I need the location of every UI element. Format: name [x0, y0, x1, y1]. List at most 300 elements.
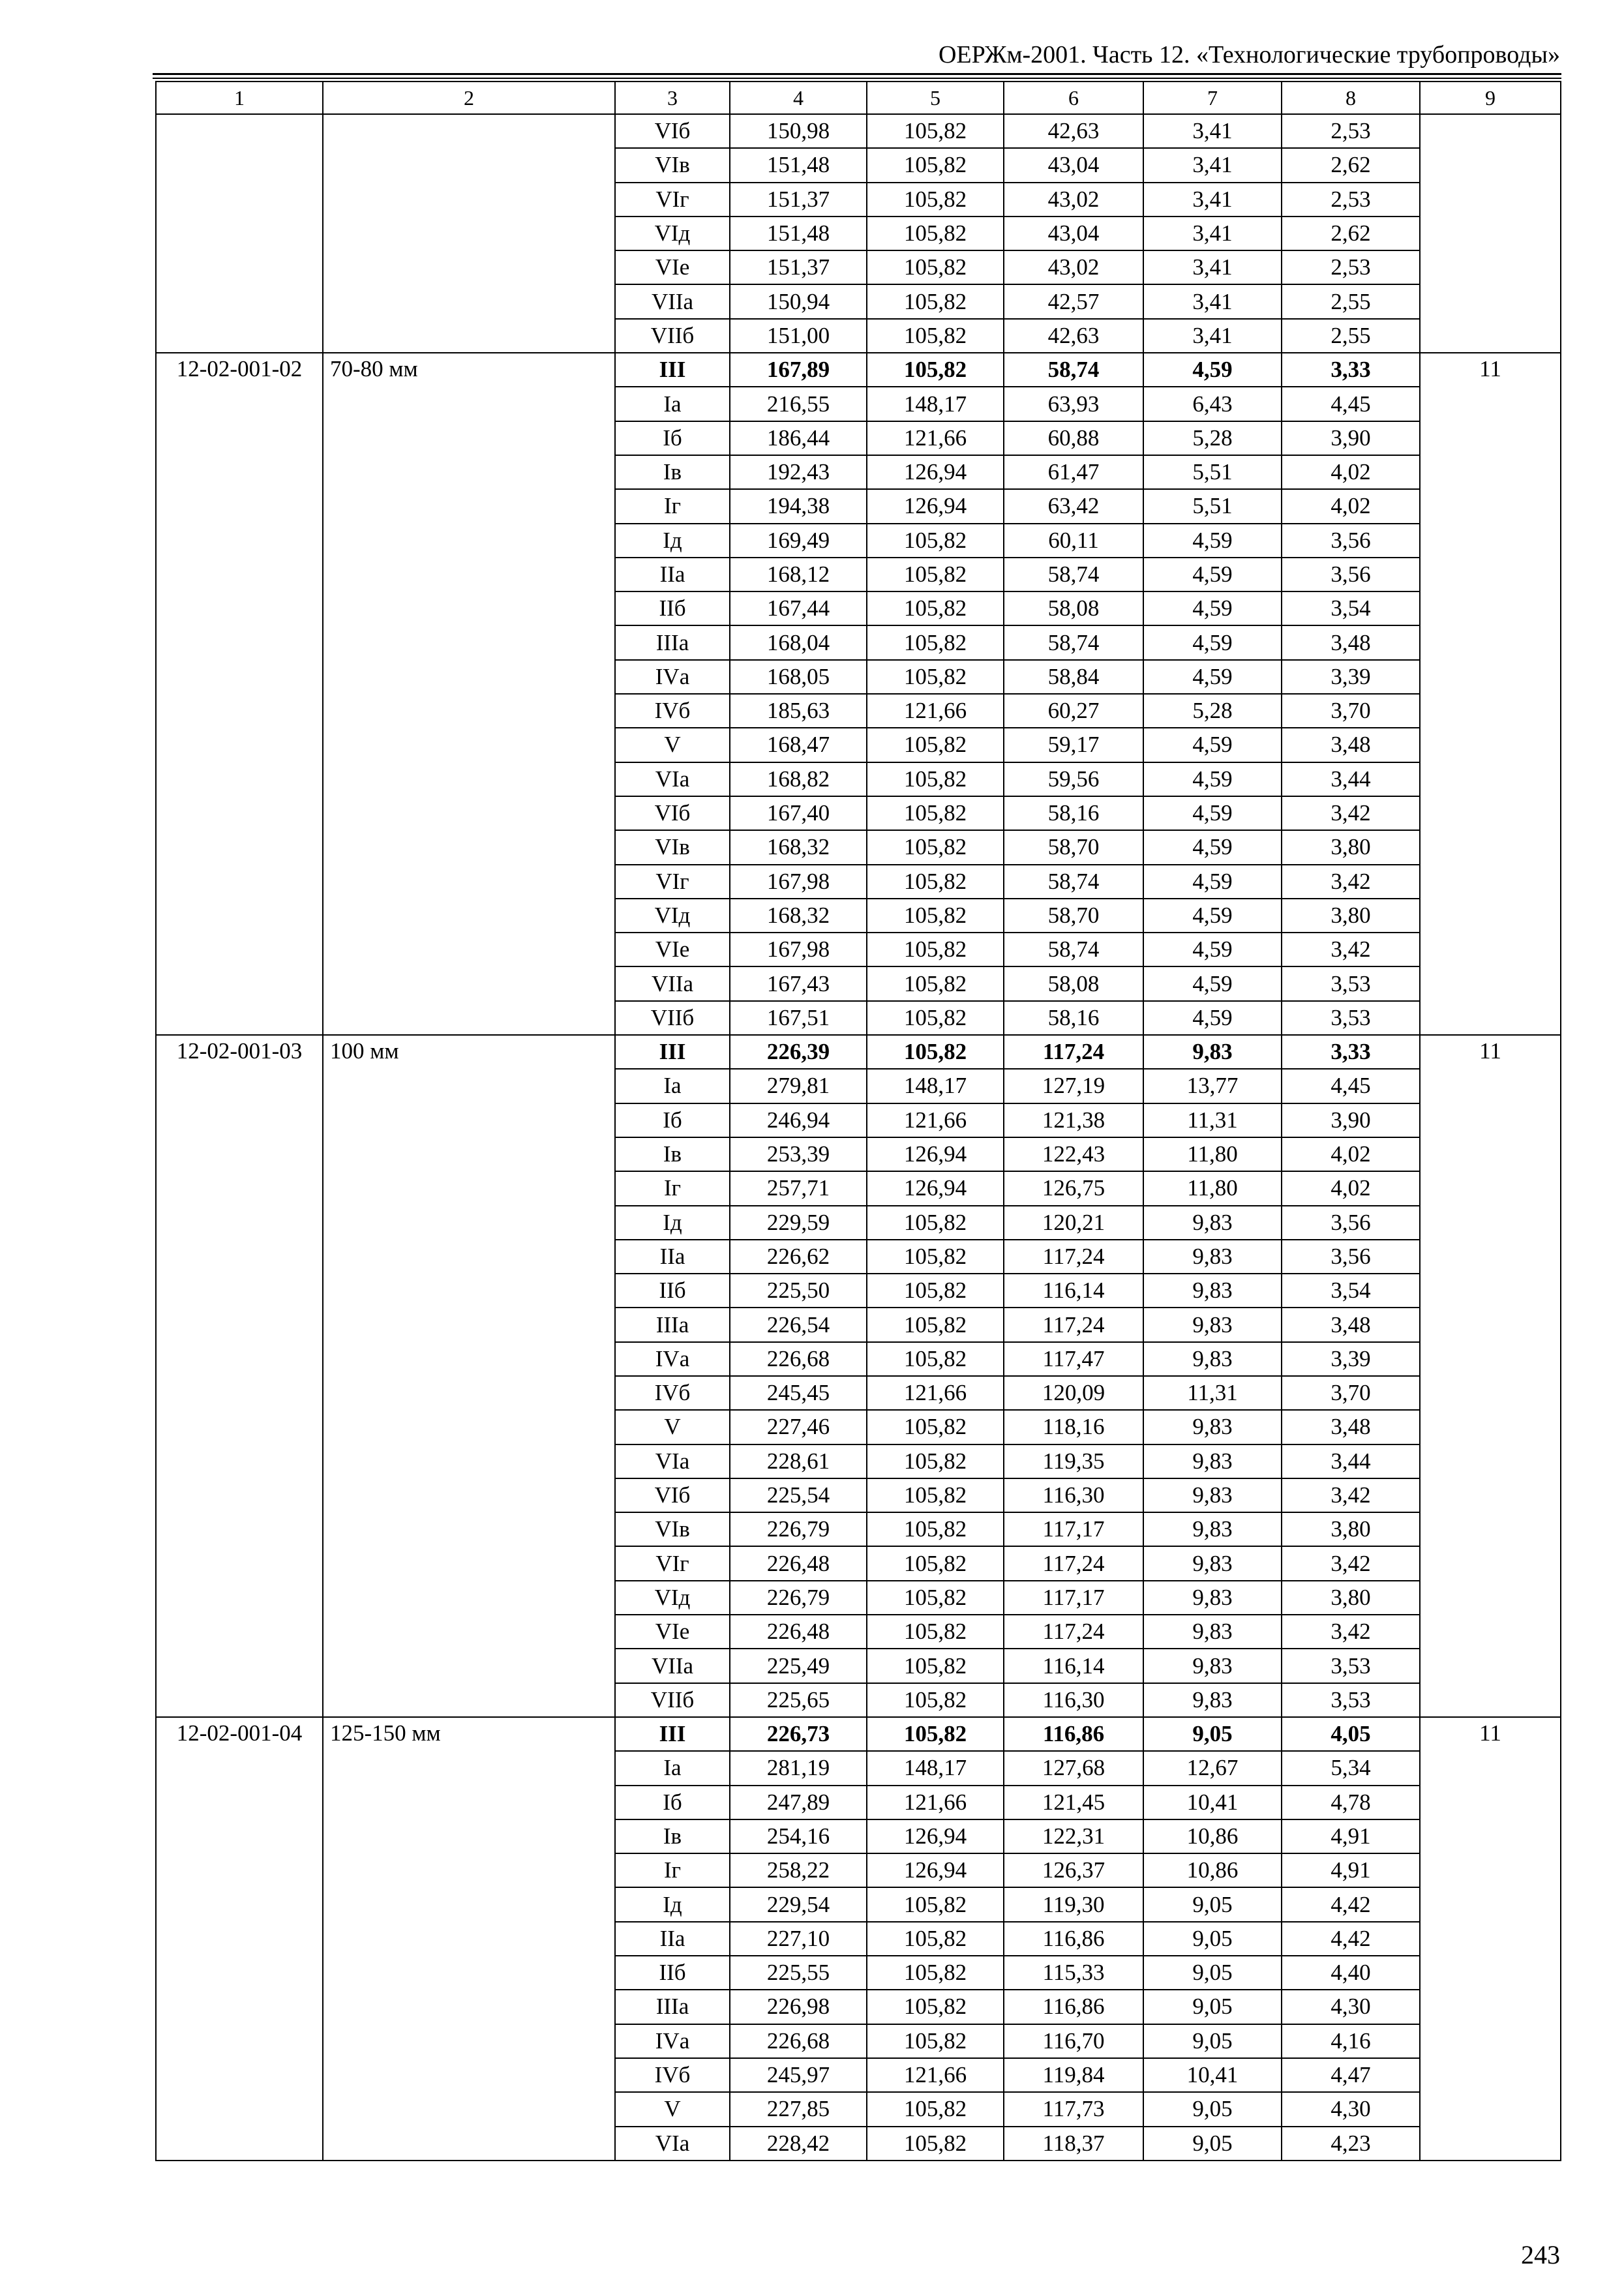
machine-cost: 58,74	[1004, 625, 1143, 659]
machinist-wage: 5,51	[1143, 489, 1282, 523]
zone-class: VIг	[615, 183, 730, 217]
material-cost: 3,42	[1282, 1546, 1420, 1580]
total-cost: 216,55	[730, 387, 867, 421]
labor-cost: 105,82	[867, 796, 1004, 830]
total-cost: 227,85	[730, 2092, 867, 2126]
machine-cost: 126,75	[1004, 1171, 1143, 1205]
machine-cost: 58,70	[1004, 899, 1143, 933]
machine-cost: 116,30	[1004, 1478, 1143, 1512]
machine-cost: 61,47	[1004, 455, 1143, 489]
material-cost: 4,78	[1282, 1786, 1420, 1819]
total-cost: 258,22	[730, 1853, 867, 1887]
machine-cost: 117,24	[1004, 1240, 1143, 1274]
zone-class: IIа	[615, 1240, 730, 1274]
machinist-wage: 4,59	[1143, 830, 1282, 864]
total-cost: 279,81	[730, 1069, 867, 1103]
total-cost: 225,65	[730, 1683, 867, 1717]
machinist-wage: 4,59	[1143, 762, 1282, 796]
labor-cost: 105,82	[867, 1444, 1004, 1478]
labor-cost: 148,17	[867, 387, 1004, 421]
machinist-wage: 9,83	[1143, 1240, 1282, 1274]
material-cost: 2,55	[1282, 284, 1420, 318]
total-cost: 185,63	[730, 694, 867, 728]
zone-class: IIIа	[615, 625, 730, 659]
machine-cost: 58,74	[1004, 558, 1143, 591]
zone-class: Iб	[615, 1103, 730, 1137]
labor-cost: 105,82	[867, 1922, 1004, 1956]
machine-cost: 119,84	[1004, 2058, 1143, 2092]
machine-cost: 115,33	[1004, 1956, 1143, 1990]
column-number: 7	[1143, 82, 1282, 114]
material-cost: 4,91	[1282, 1853, 1420, 1887]
total-cost: 167,51	[730, 1001, 867, 1035]
total-cost: 167,40	[730, 796, 867, 830]
machine-cost: 117,17	[1004, 1512, 1143, 1546]
total-cost: 226,54	[730, 1308, 867, 1341]
labor-cost: 126,94	[867, 1137, 1004, 1171]
zone-class: IIб	[615, 1956, 730, 1990]
labor-cost: 105,82	[867, 660, 1004, 694]
labor-cost: 105,82	[867, 558, 1004, 591]
machinist-wage: 10,86	[1143, 1819, 1282, 1853]
zone-class: III	[615, 1035, 730, 1069]
pipe-diameter: 125-150 мм	[323, 1717, 615, 2161]
material-cost: 3,42	[1282, 1478, 1420, 1512]
machinist-wage: 11,31	[1143, 1103, 1282, 1137]
total-cost: 168,47	[730, 728, 867, 762]
labor-cost: 105,82	[867, 1478, 1004, 1512]
material-cost: 3,33	[1282, 1035, 1420, 1069]
labor-cost: 126,94	[867, 1853, 1004, 1887]
labor-cost: 105,82	[867, 1206, 1004, 1240]
machine-cost: 60,11	[1004, 524, 1143, 558]
notes-ref: 11	[1420, 353, 1561, 1035]
machinist-wage: 9,83	[1143, 1683, 1282, 1717]
labor-cost: 148,17	[867, 1069, 1004, 1103]
machinist-wage: 5,28	[1143, 421, 1282, 455]
material-cost: 4,45	[1282, 1069, 1420, 1103]
machine-cost: 58,08	[1004, 966, 1143, 1000]
machinist-wage: 10,86	[1143, 1853, 1282, 1887]
material-cost: 3,44	[1282, 762, 1420, 796]
machine-cost: 116,14	[1004, 1274, 1143, 1308]
machinist-wage: 4,59	[1143, 796, 1282, 830]
machinist-wage: 3,41	[1143, 148, 1282, 182]
machinist-wage: 9,83	[1143, 1035, 1282, 1069]
zone-class: Iа	[615, 1751, 730, 1785]
notes-ref: 11	[1420, 1035, 1561, 1717]
zone-class: VIг	[615, 865, 730, 899]
machinist-wage: 4,59	[1143, 558, 1282, 591]
material-cost: 4,02	[1282, 489, 1420, 523]
machine-cost: 117,73	[1004, 2092, 1143, 2126]
machinist-wage: 5,28	[1143, 694, 1282, 728]
machinist-wage: 4,59	[1143, 728, 1282, 762]
machinist-wage: 3,41	[1143, 284, 1282, 318]
total-cost: 150,98	[730, 114, 867, 148]
machine-cost: 120,21	[1004, 1206, 1143, 1240]
zone-class: Iв	[615, 1137, 730, 1171]
machinist-wage: 4,59	[1143, 524, 1282, 558]
zone-class: VIв	[615, 148, 730, 182]
machine-cost: 58,74	[1004, 865, 1143, 899]
total-cost: 150,94	[730, 284, 867, 318]
machine-cost: 127,19	[1004, 1069, 1143, 1103]
zone-class: VIIб	[615, 1001, 730, 1035]
material-cost: 3,48	[1282, 728, 1420, 762]
column-number: 4	[730, 82, 867, 114]
pipe-diameter: 70-80 мм	[323, 353, 615, 1035]
zone-class: VIIб	[615, 1683, 730, 1717]
labor-cost: 105,82	[867, 1274, 1004, 1308]
page-number: 243	[1521, 2240, 1560, 2269]
zone-class: VIе	[615, 933, 730, 966]
total-cost: 168,32	[730, 899, 867, 933]
machinist-wage: 4,59	[1143, 625, 1282, 659]
zone-class: III	[615, 353, 730, 387]
total-cost: 226,48	[730, 1546, 867, 1580]
material-cost: 5,34	[1282, 1751, 1420, 1785]
labor-cost: 105,82	[867, 217, 1004, 250]
zone-class: VIа	[615, 1444, 730, 1478]
table-row	[156, 353, 1561, 387]
notes-ref: 11	[1420, 1717, 1561, 2161]
labor-cost: 121,66	[867, 1376, 1004, 1410]
pipe-diameter: 100 мм	[323, 1035, 615, 1717]
machinist-wage: 9,05	[1143, 1922, 1282, 1956]
material-cost: 3,42	[1282, 1615, 1420, 1649]
total-cost: 226,68	[730, 2024, 867, 2058]
machine-cost: 58,74	[1004, 353, 1143, 387]
machinist-wage: 9,83	[1143, 1444, 1282, 1478]
labor-cost: 105,82	[867, 1683, 1004, 1717]
total-cost: 168,82	[730, 762, 867, 796]
labor-cost: 105,82	[867, 1546, 1004, 1580]
labor-cost: 121,66	[867, 1786, 1004, 1819]
total-cost: 167,44	[730, 591, 867, 625]
total-cost: 194,38	[730, 489, 867, 523]
machinist-wage: 4,59	[1143, 933, 1282, 966]
machinist-wage: 9,05	[1143, 1956, 1282, 1990]
machine-cost: 60,27	[1004, 694, 1143, 728]
machine-cost: 119,30	[1004, 1887, 1143, 1921]
zone-class: Iд	[615, 1206, 730, 1240]
labor-cost: 105,82	[867, 899, 1004, 933]
total-cost: 229,59	[730, 1206, 867, 1240]
machinist-wage: 5,51	[1143, 455, 1282, 489]
material-cost: 3,53	[1282, 1649, 1420, 1683]
material-cost: 3,56	[1282, 524, 1420, 558]
machinist-wage: 13,77	[1143, 1069, 1282, 1103]
zone-class: IVа	[615, 660, 730, 694]
total-cost: 167,98	[730, 933, 867, 966]
total-cost: 229,54	[730, 1887, 867, 1921]
material-cost: 3,53	[1282, 1001, 1420, 1035]
total-cost: 227,46	[730, 1410, 867, 1444]
machine-cost: 122,31	[1004, 1819, 1143, 1853]
machine-cost: 118,16	[1004, 1410, 1143, 1444]
labor-cost: 126,94	[867, 1171, 1004, 1205]
notes-ref	[1420, 114, 1561, 353]
total-cost: 227,10	[730, 1922, 867, 1956]
total-cost: 168,12	[730, 558, 867, 591]
zone-class: VIд	[615, 1581, 730, 1615]
header-double-rule	[153, 73, 1561, 79]
labor-cost: 105,82	[867, 1581, 1004, 1615]
machinist-wage: 10,41	[1143, 2058, 1282, 2092]
machine-cost: 117,24	[1004, 1035, 1143, 1069]
machinist-wage: 9,05	[1143, 1990, 1282, 2024]
labor-cost: 105,82	[867, 625, 1004, 659]
zone-class: Iа	[615, 387, 730, 421]
machine-cost: 63,42	[1004, 489, 1143, 523]
rate-code: 12-02-001-04	[156, 1717, 323, 2161]
total-cost: 226,98	[730, 1990, 867, 2024]
material-cost: 3,48	[1282, 1308, 1420, 1341]
labor-cost: 105,82	[867, 1717, 1004, 1751]
rate-code	[156, 114, 323, 353]
machine-cost: 119,35	[1004, 1444, 1143, 1478]
material-cost: 3,56	[1282, 1206, 1420, 1240]
machine-cost: 127,68	[1004, 1751, 1143, 1785]
material-cost: 4,91	[1282, 1819, 1420, 1853]
zone-class: IIа	[615, 1922, 730, 1956]
column-number: 2	[323, 82, 615, 114]
zone-class: VIв	[615, 830, 730, 864]
total-cost: 246,94	[730, 1103, 867, 1137]
machinist-wage: 9,05	[1143, 2024, 1282, 2058]
total-cost: 151,00	[730, 319, 867, 353]
labor-cost: 105,82	[867, 353, 1004, 387]
zone-class: IVа	[615, 2024, 730, 2058]
machinist-wage: 11,80	[1143, 1171, 1282, 1205]
labor-cost: 105,82	[867, 319, 1004, 353]
zone-class: Iг	[615, 1853, 730, 1887]
machine-cost: 117,17	[1004, 1581, 1143, 1615]
material-cost: 3,53	[1282, 966, 1420, 1000]
total-cost: 226,68	[730, 1342, 867, 1376]
material-cost: 3,42	[1282, 796, 1420, 830]
labor-cost: 121,66	[867, 2058, 1004, 2092]
labor-cost: 105,82	[867, 591, 1004, 625]
material-cost: 3,48	[1282, 1410, 1420, 1444]
material-cost: 3,48	[1282, 625, 1420, 659]
zone-class: IIб	[615, 1274, 730, 1308]
zone-class: VIв	[615, 1512, 730, 1546]
machine-cost: 116,86	[1004, 1717, 1143, 1751]
material-cost: 4,42	[1282, 1922, 1420, 1956]
machine-cost: 121,45	[1004, 1786, 1143, 1819]
running-header: ОЕРЖм-2001. Часть 12. «Технологические трубопроводы»	[938, 41, 1560, 68]
machinist-wage: 9,83	[1143, 1308, 1282, 1341]
machinist-wage: 9,83	[1143, 1274, 1282, 1308]
zone-class: VIб	[615, 1478, 730, 1512]
total-cost: 167,43	[730, 966, 867, 1000]
rate-code: 12-02-001-03	[156, 1035, 323, 1717]
table-row	[156, 114, 1561, 148]
machine-cost: 58,70	[1004, 830, 1143, 864]
material-cost: 3,54	[1282, 1274, 1420, 1308]
machinist-wage: 3,41	[1143, 183, 1282, 217]
machinist-wage: 9,83	[1143, 1546, 1282, 1580]
labor-cost: 148,17	[867, 1751, 1004, 1785]
pipe-diameter	[323, 114, 615, 353]
total-cost: 168,32	[730, 830, 867, 864]
labor-cost: 105,82	[867, 114, 1004, 148]
machine-cost: 42,63	[1004, 319, 1143, 353]
zone-class: IVб	[615, 1376, 730, 1410]
labor-cost: 105,82	[867, 1512, 1004, 1546]
labor-cost: 105,82	[867, 728, 1004, 762]
machinist-wage: 9,05	[1143, 2127, 1282, 2161]
zone-class: VIд	[615, 899, 730, 933]
material-cost: 2,53	[1282, 250, 1420, 284]
total-cost: 226,62	[730, 1240, 867, 1274]
zone-class: Iб	[615, 421, 730, 455]
material-cost: 3,42	[1282, 865, 1420, 899]
machinist-wage: 9,83	[1143, 1512, 1282, 1546]
labor-cost: 105,82	[867, 1649, 1004, 1683]
machine-cost: 116,14	[1004, 1649, 1143, 1683]
column-number: 3	[615, 82, 730, 114]
machine-cost: 122,43	[1004, 1137, 1143, 1171]
total-cost: 254,16	[730, 1819, 867, 1853]
total-cost: 228,61	[730, 1444, 867, 1478]
machine-cost: 116,86	[1004, 1990, 1143, 2024]
machinist-wage: 9,83	[1143, 1410, 1282, 1444]
total-cost: 247,89	[730, 1786, 867, 1819]
material-cost: 4,45	[1282, 387, 1420, 421]
total-cost: 168,04	[730, 625, 867, 659]
total-cost: 257,71	[730, 1171, 867, 1205]
material-cost: 3,56	[1282, 1240, 1420, 1274]
material-cost: 4,47	[1282, 2058, 1420, 2092]
machinist-wage: 9,83	[1143, 1615, 1282, 1649]
table-row	[156, 1717, 1561, 1751]
machine-cost: 58,16	[1004, 796, 1143, 830]
zone-class: Iв	[615, 1819, 730, 1853]
labor-cost: 105,82	[867, 2024, 1004, 2058]
machinist-wage: 10,41	[1143, 1786, 1282, 1819]
total-cost: 225,55	[730, 1956, 867, 1990]
column-number: 5	[867, 82, 1004, 114]
machine-cost: 126,37	[1004, 1853, 1143, 1887]
zone-class: V	[615, 2092, 730, 2126]
material-cost: 3,44	[1282, 1444, 1420, 1478]
machinist-wage: 11,31	[1143, 1376, 1282, 1410]
total-cost: 245,45	[730, 1376, 867, 1410]
total-cost: 151,48	[730, 148, 867, 182]
machine-cost: 118,37	[1004, 2127, 1143, 2161]
material-cost: 2,55	[1282, 319, 1420, 353]
labor-cost: 105,82	[867, 524, 1004, 558]
material-cost: 4,02	[1282, 1171, 1420, 1205]
material-cost: 3,80	[1282, 830, 1420, 864]
machine-cost: 59,17	[1004, 728, 1143, 762]
machine-cost: 58,08	[1004, 591, 1143, 625]
total-cost: 226,39	[730, 1035, 867, 1069]
zone-class: VIг	[615, 1546, 730, 1580]
material-cost: 3,54	[1282, 591, 1420, 625]
rate-code: 12-02-001-02	[156, 353, 323, 1035]
material-cost: 2,53	[1282, 114, 1420, 148]
machinist-wage: 3,41	[1143, 114, 1282, 148]
zone-class: Iв	[615, 455, 730, 489]
zone-class: VIIа	[615, 1649, 730, 1683]
zone-class: IIб	[615, 591, 730, 625]
material-cost: 3,80	[1282, 899, 1420, 933]
machinist-wage: 11,80	[1143, 1137, 1282, 1171]
machinist-wage: 3,41	[1143, 217, 1282, 250]
material-cost: 2,53	[1282, 183, 1420, 217]
labor-cost: 105,82	[867, 1990, 1004, 2024]
labor-cost: 105,82	[867, 183, 1004, 217]
material-cost: 3,33	[1282, 353, 1420, 387]
machinist-wage: 9,05	[1143, 2092, 1282, 2126]
total-cost: 192,43	[730, 455, 867, 489]
total-cost: 168,05	[730, 660, 867, 694]
labor-cost: 105,82	[867, 148, 1004, 182]
zone-class: IVа	[615, 1342, 730, 1376]
zone-class: IIIа	[615, 1308, 730, 1341]
material-cost: 4,02	[1282, 455, 1420, 489]
material-cost: 3,39	[1282, 660, 1420, 694]
labor-cost: 105,82	[867, 1308, 1004, 1341]
zone-class: Iг	[615, 489, 730, 523]
material-cost: 2,62	[1282, 217, 1420, 250]
zone-class: Iа	[615, 1069, 730, 1103]
machinist-wage: 4,59	[1143, 591, 1282, 625]
machine-cost: 43,02	[1004, 250, 1143, 284]
labor-cost: 105,82	[867, 830, 1004, 864]
machinist-wage: 4,59	[1143, 353, 1282, 387]
zone-class: IVб	[615, 2058, 730, 2092]
machinist-wage: 4,59	[1143, 865, 1282, 899]
labor-cost: 105,82	[867, 1240, 1004, 1274]
labor-cost: 105,82	[867, 1342, 1004, 1376]
column-number: 9	[1420, 82, 1561, 114]
zone-class: VIе	[615, 250, 730, 284]
machinist-wage: 3,41	[1143, 319, 1282, 353]
zone-class: VIIа	[615, 966, 730, 1000]
material-cost: 3,90	[1282, 1103, 1420, 1137]
material-cost: 3,56	[1282, 558, 1420, 591]
machine-cost: 116,86	[1004, 1922, 1143, 1956]
zone-class: Iд	[615, 524, 730, 558]
material-cost: 3,90	[1282, 421, 1420, 455]
labor-cost: 105,82	[867, 250, 1004, 284]
total-cost: 245,97	[730, 2058, 867, 2092]
material-cost: 4,30	[1282, 2092, 1420, 2126]
zone-class: VIд	[615, 217, 730, 250]
zone-class: VIIа	[615, 284, 730, 318]
machinist-wage: 9,83	[1143, 1342, 1282, 1376]
table-body	[156, 82, 1561, 2161]
machinist-wage: 9,83	[1143, 1581, 1282, 1615]
total-cost: 253,39	[730, 1137, 867, 1171]
labor-cost: 126,94	[867, 455, 1004, 489]
machine-cost: 116,70	[1004, 2024, 1143, 2058]
zone-class: Iг	[615, 1171, 730, 1205]
total-cost: 225,54	[730, 1478, 867, 1512]
labor-cost: 105,82	[867, 762, 1004, 796]
total-cost: 226,73	[730, 1717, 867, 1751]
machine-cost: 58,84	[1004, 660, 1143, 694]
total-cost: 167,98	[730, 865, 867, 899]
material-cost: 4,42	[1282, 1887, 1420, 1921]
material-cost: 4,16	[1282, 2024, 1420, 2058]
column-number: 1	[156, 82, 323, 114]
